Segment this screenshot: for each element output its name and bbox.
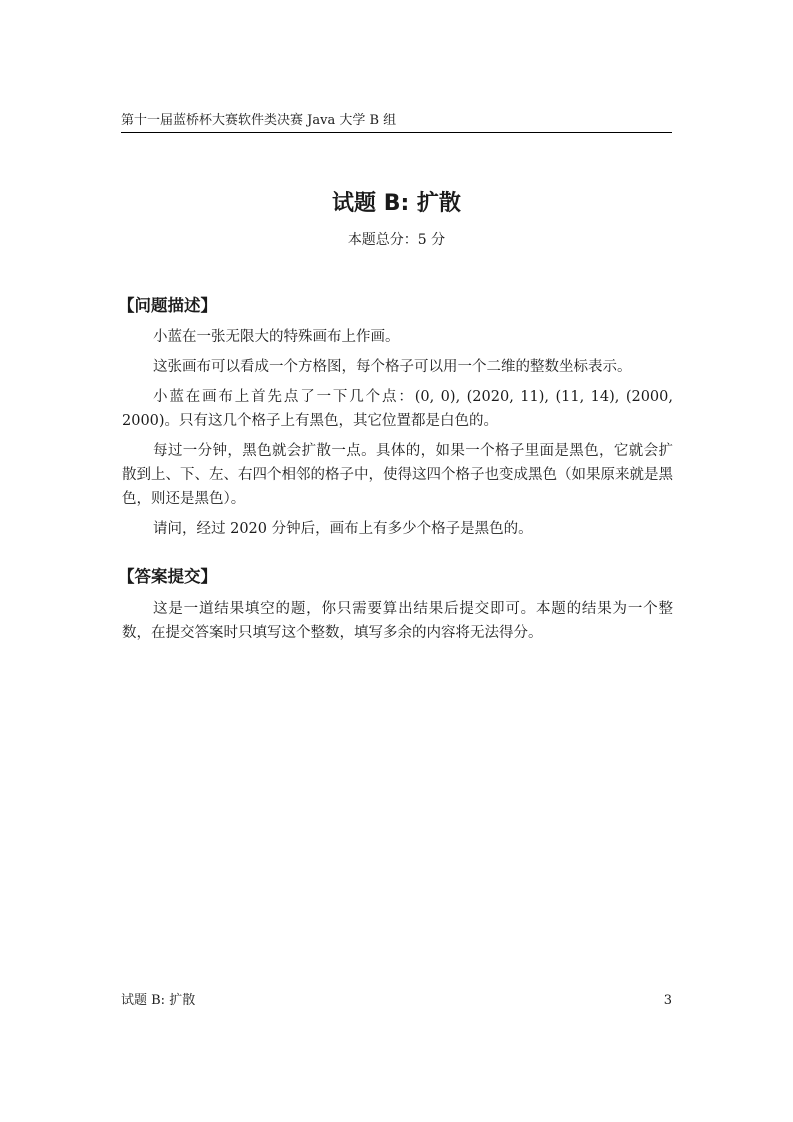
submission-heading: 【答案提交】 — [118, 567, 217, 586]
description-heading: 【问题描述】 — [118, 296, 217, 315]
description-body — [122, 325, 673, 547]
description-paragraph: 每过一分钟，黑色就会扩散一点。具体的，如果一个格子里面是黑色，它就会扩散到上、下、左、右四个相邻的格子中，使得这四个格子也变成黑色（如果原来就是黑色，则还是黑色）。 — [122, 443, 673, 507]
problem-title: 试题 B: 扩散 — [332, 191, 461, 216]
description-paragraph: 这张画布可以看成一个方格图，每个格子可以用一个二维的整数坐标表示。 — [153, 359, 632, 375]
running-footer-title: 试题 B: 扩散 — [121, 993, 196, 1008]
submission-body — [122, 597, 673, 651]
description-paragraph: 小蓝在一张无限大的特殊画布上作画。 — [153, 329, 400, 345]
description-paragraph: 小蓝在画布上首先点了一下几个点：(0, 0), (2020, 11), (11, 14), (2000, 2000)。只有这几个格子上有黑色，其它位置都是白色的。 — [122, 389, 673, 429]
submission-paragraph: 这是一道结果填空的题，你只需要算出结果后提交即可。本题的结果为一个整数，在提交答案时只填写这个整数，填写多余的内容将无法得分。 — [122, 601, 673, 641]
problem-score: 本题总分：5 分 — [347, 232, 446, 248]
page-number: 3 — [663, 993, 672, 1008]
description-paragraph: 请问，经过 2020 分钟后，画布上有多少个格子是黑色的。 — [153, 521, 533, 537]
running-header: 第十一届蓝桥杯大赛软件类决赛 Java 大学 B 组 — [121, 112, 672, 133]
